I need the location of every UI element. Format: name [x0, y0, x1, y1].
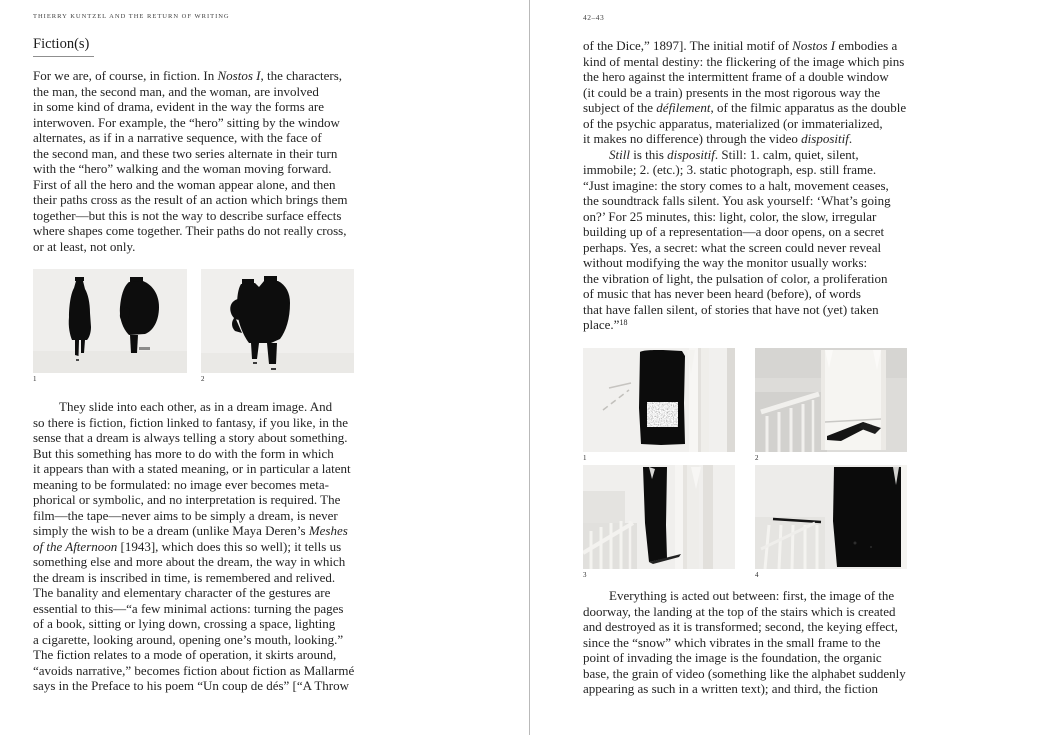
text-line: that have fallen silent, of stories that have not (yet) taken	[583, 301, 879, 317]
text-line: says in the Preface to his poem “Un coup de dés” [“A Throw	[33, 678, 350, 693]
text-line: together—but this is not the way to describe surface effects	[33, 207, 342, 223]
text-line: where shapes come together. Their paths do not really cross,	[33, 223, 347, 238]
text-line: essential to this—“a few minimal actions: turning the pages	[33, 600, 344, 616]
body-paragraph	[33, 399, 354, 694]
text-line: perhaps. Yes, a secret: what the screen could never reveal	[583, 239, 882, 255]
figure-silhouettes-merged	[201, 269, 354, 383]
section-heading: Fiction(s)	[33, 36, 94, 57]
text-line: of a book, sitting or lying down, crossing a space, lighting	[33, 616, 336, 631]
page-gutter-divider	[529, 0, 530, 735]
text-flow	[583, 38, 906, 333]
text-line: or at least, not only.	[33, 238, 136, 254]
text-line: sense that a dream is always telling a story about something.	[33, 430, 348, 445]
text-line: in some kind of drama, evident in the way the forms are	[33, 99, 324, 114]
text-line: the soundtrack falls silent. You ask yourself: ‘What’s going	[583, 193, 891, 208]
figure-doorway-wide	[755, 465, 907, 579]
text-line: immobile; 2. (etc.); 3. static photograph, esp. still frame.	[583, 162, 877, 177]
text-line: something else and more about the dream, the way in which	[33, 554, 346, 569]
text-line: First of all the hero and the woman appear alone, and then	[33, 176, 336, 192]
body-paragraph	[583, 588, 906, 697]
text-line: the man, the second man, and the woman, are involved	[33, 83, 319, 99]
text-line: base, the grain of video (something like the alphabet suddenly	[583, 665, 906, 681]
text-line: place.”$^{18}$	[583, 317, 628, 332]
figure-caption: 4	[755, 571, 759, 579]
figure-doorway-bright	[755, 348, 907, 462]
text-line: (it could be a train) presents in the most rigorous way the	[583, 84, 881, 100]
body-paragraph	[33, 68, 347, 254]
text-line: their paths cross as the result of an action which brings them	[33, 192, 348, 207]
text-line: of the psychic apparatus, materialized (or immaterialized,	[583, 115, 883, 131]
doorway-wide-image	[755, 465, 907, 569]
text-line: “avoids narrative,” becomes fiction about fiction as Mallarmé	[33, 662, 355, 678]
text-line: of the Dice,” 1897]. The initial motif of Nostos I embodies a	[583, 38, 898, 53]
silhouettes-merged-image	[201, 269, 354, 373]
figure-silhouettes-apart	[33, 269, 187, 383]
text-line: of the Afternoon [1943], which does this so well); it tells us	[33, 538, 342, 554]
figure-caption: 1	[33, 375, 37, 383]
figure-row	[33, 269, 354, 383]
figure-caption: 2	[201, 375, 205, 383]
text-line: and destroyed as it is transformed; second, the keying effect,	[583, 619, 898, 634]
figure-doorway-narrow	[583, 465, 735, 579]
text-line: building up of a representation—a door opens, on a secret	[583, 224, 885, 239]
text-line: the hero against the intermittent frame of a double window	[583, 69, 889, 84]
text-line: appearing as such in a written text); and third, the fiction	[583, 681, 878, 696]
figure-caption: 2	[755, 454, 759, 462]
body-paragraph	[583, 147, 906, 333]
text-line: But this something has more to do with the form in which	[33, 445, 334, 461]
figure-doorway-snow	[583, 348, 735, 462]
text-line: subject of the défilement, of the filmic apparatus as the double	[583, 100, 907, 115]
running-header: THIERRY KUNTZEL AND THE RETURN OF WRITING	[33, 13, 230, 20]
text-line: with the “hero” walking and the woman moving forward.	[33, 161, 332, 176]
body-paragraph	[583, 38, 906, 147]
text-line: it appears than with a stated meaning, or in particular a latent	[33, 461, 351, 476]
text-line: Everything is acted out between: first, the image of the	[609, 588, 895, 603]
text-line: since the “snow” which vibrates in the small frame to the	[583, 634, 881, 650]
silhouettes-apart-image	[33, 269, 187, 373]
text-line: the dream is inscribed in time, is remembered and relived.	[33, 569, 336, 585]
text-line: point of invading the image is the foundation, the organic	[583, 650, 882, 665]
figure-caption: 3	[583, 571, 587, 579]
text-line: on?’ For 25 minutes, this: light, color, the slow, irregular	[583, 208, 877, 224]
text-line: a cigarette, looking around, opening one’s mouth, looking.”	[33, 631, 344, 647]
text-line: without modifying the way the monitor usually works:	[583, 255, 868, 270]
page-numbers: 42–43	[583, 13, 605, 22]
text-line: phorical or symbolic, and no interpretation is required. The	[33, 492, 341, 507]
text-line: simply the wish to be a dream (unlike Maya Deren’s Meshes	[33, 523, 348, 538]
text-line: The banality and elementary character of the gestures are	[33, 585, 331, 600]
text-line: “Just imagine: the story comes to a halt, movement ceases,	[583, 177, 889, 193]
text-line: interwoven. For example, the “hero” sitting by the window	[33, 114, 340, 130]
text-line: The fiction relates to a mode of operation, it skirts around,	[33, 647, 337, 662]
text-line: doorway, the landing at the top of the stairs which is created	[583, 603, 896, 619]
figure-caption: 1	[583, 454, 587, 462]
doorway-bright-image	[755, 348, 907, 452]
text-line: They slide into each other, as in a dream image. And	[59, 399, 333, 414]
text-line: film—the tape—never aims to be simply a dream, is never	[33, 507, 338, 523]
doorway-narrow-image	[583, 465, 735, 569]
text-line: it makes no difference) through the video dispositif.	[583, 131, 853, 146]
text-line: Still is this dispositif. Still: 1. calm, quiet, silent,	[609, 146, 859, 162]
text-line: the vibration of light, the pulsation of color, a proliferation	[583, 270, 888, 286]
text-line: alternates, as if in a narrative sequence, with the face of	[33, 130, 322, 145]
text-line: meaning to be formulated: no image ever becomes meta-	[33, 476, 329, 492]
text-line: kind of mental destiny: the flickering of the image which pins	[583, 53, 905, 69]
text-line: so there is fiction, fiction linked to fantasy, if you like, in the	[33, 414, 349, 430]
text-line: the second man, and these two series alternate in their turn	[33, 145, 338, 161]
text-line: For we are, of course, in fiction. In Nostos I, the characters,	[33, 68, 343, 83]
text-line: of music that has never been heard (before), of words	[583, 286, 861, 301]
figure-grid	[583, 348, 907, 579]
doorway-snow-image	[583, 348, 735, 452]
